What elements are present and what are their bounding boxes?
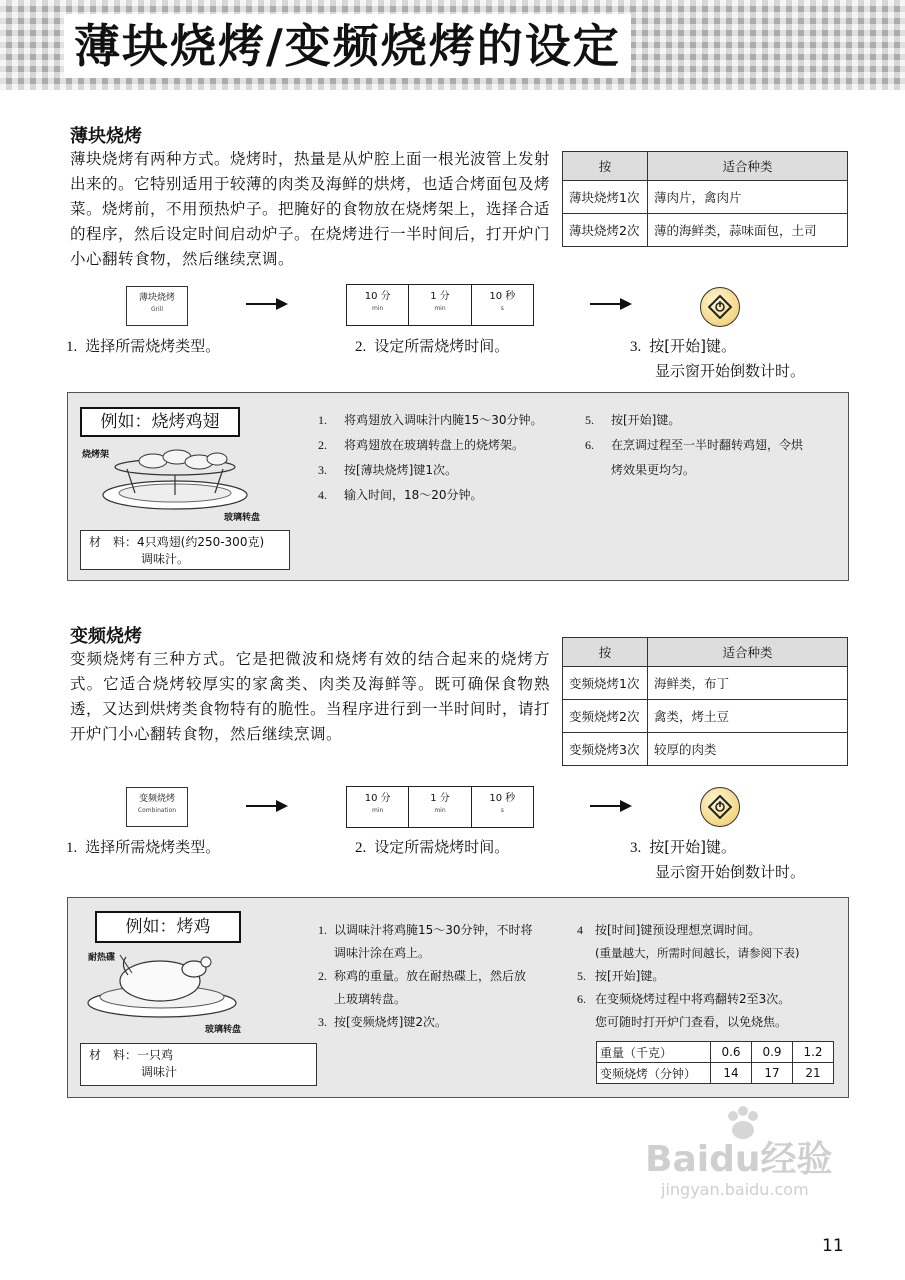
button-label: 1 分 [430, 793, 450, 804]
step-2 [355, 835, 509, 860]
instruction-text: 按[时间]键预设理想烹调时间。 [595, 923, 761, 937]
grill-description: 薄块烧烤有两种方式。烧烤时，热量是从炉腔上面一根光波管上发射出来的。它特别适用于较薄的肉类及海鲜的烘烤，也适合烤面包及烤菜。烧烤前，不用预热炉子。把腌好的食物放在烧烤架上，选择合适的程序，然后设定时间启动炉子。在烧烤进行一半时间后，打开炉门小心翻转食物，然后继续烹调。 [70, 150, 551, 268]
table-cell: 薄的海鲜类，蒜味面包，土司 [648, 214, 848, 247]
instruction-number: 5. [585, 413, 594, 427]
ten-second-button[interactable] [472, 285, 533, 325]
button-unit: min [434, 305, 446, 312]
step-text: 选择所需烧烤类型。 [85, 337, 221, 355]
combo-time-buttons [346, 786, 534, 828]
table-row [563, 181, 848, 214]
button-label: 10 分 [364, 793, 391, 804]
table-cell: 薄块烧烤1次 [563, 181, 648, 214]
button-unit: min [372, 807, 384, 814]
instruction-text: 按[薄块烧烤]键1次。 [344, 463, 457, 477]
combo-mode-button[interactable] [126, 787, 188, 827]
ten-minute-button[interactable] [347, 285, 409, 325]
watermark-url: jingyan.baidu.com [661, 1180, 809, 1199]
instruction-continuation: 上玻璃转盘。 [334, 992, 407, 1006]
instruction-continuation: 烤效果更均匀。 [611, 463, 696, 477]
one-minute-button[interactable] [409, 285, 471, 325]
start-diamond-icon [708, 295, 732, 319]
combo-materials [80, 1043, 317, 1086]
grill-mode-button[interactable] [126, 286, 188, 326]
table-cell: 1.2 [793, 1042, 834, 1063]
step-1 [66, 334, 220, 359]
instruction-item [318, 1011, 572, 1034]
materials-line: 材 料：4只鸡翅(约250-300克) [89, 535, 265, 549]
instruction-text: 将鸡翅放入调味汁内腌15～30分钟。 [344, 413, 543, 427]
instruction-item [577, 988, 845, 1011]
table-cell: 重量（千克） [597, 1042, 711, 1063]
table-header: 适合种类 [648, 152, 848, 181]
combo-instructions-right [577, 919, 845, 1034]
instruction-continuation: 您可随时打开炉门查看，以免烧焦。 [595, 1015, 788, 1029]
grill-section-title: 薄块烧烤 [70, 126, 142, 147]
step-3 [630, 835, 736, 860]
instruction-number: 6. [585, 438, 594, 452]
instruction-item [318, 919, 572, 942]
materials-line: 调味汁。 [141, 552, 190, 566]
instruction-item [585, 408, 843, 433]
table-cell: 海鲜类，布丁 [648, 667, 848, 700]
table-header: 适合种类 [648, 638, 848, 667]
instruction-number: 4. [318, 488, 327, 502]
combo-mode-label: 变频烧烤 [138, 794, 175, 804]
table-row [563, 667, 848, 700]
button-unit: min [372, 305, 384, 312]
arrow-right-icon [590, 298, 632, 310]
instruction-number: 3. [318, 463, 327, 477]
table-cell: 0.9 [752, 1042, 793, 1063]
paw-icon [723, 1106, 763, 1142]
grill-mode-sub: Grill [150, 306, 164, 313]
instruction-number: 3. [318, 1015, 327, 1029]
instruction-item [318, 483, 578, 508]
table-cell: 薄肉片，禽肉片 [648, 181, 848, 214]
step-3-line2: 显示窗开始倒数计时。 [655, 863, 806, 881]
step-1 [66, 835, 220, 860]
materials-line: 材 料：一只鸡 [89, 1048, 174, 1062]
button-label: 1 分 [430, 291, 450, 302]
arrow-right-icon [246, 298, 288, 310]
table-cell: 21 [793, 1063, 834, 1084]
instruction-text: 输入时间，18～20分钟。 [344, 488, 483, 502]
grill-types-table [562, 151, 848, 247]
step-text: 选择所需烧烤类型。 [85, 838, 221, 856]
instruction-number: 2. [318, 438, 327, 452]
grill-time-buttons [346, 284, 534, 326]
instruction-item [318, 458, 578, 483]
instruction-number: 1. [318, 413, 327, 427]
instruction-text: 按[开始]键。 [611, 413, 681, 427]
table-header: 按 [563, 152, 648, 181]
table-cell: 14 [711, 1063, 752, 1084]
table-header: 按 [563, 638, 648, 667]
button-unit: s [500, 807, 504, 814]
button-label: 10 秒 [489, 291, 516, 302]
table-row [563, 214, 848, 247]
combo-mode-sub: Combination [137, 807, 177, 814]
instruction-number: 6. [577, 992, 586, 1006]
page-title: 薄块烧烤/变频烧烤的设定 [64, 14, 631, 78]
grill-instructions-left [318, 408, 578, 508]
instruction-text: 按[变频烧烤]键2次。 [334, 1015, 447, 1029]
table-cell: 较厚的肉类 [648, 733, 848, 766]
instruction-text: 按[开始]键。 [595, 969, 665, 983]
dish-label: 耐热碟 [88, 953, 116, 963]
start-button[interactable] [700, 787, 740, 827]
step-number: 3. [630, 339, 642, 355]
grill-rack-illustration [95, 445, 255, 515]
instruction-text: 在变频烧烤过程中将鸡翻转2至3次。 [595, 992, 791, 1006]
table-cell: 变频烧烤2次 [563, 700, 648, 733]
step-number: 1. [66, 339, 78, 355]
grill-mode-label: 薄块烧烤 [138, 293, 175, 303]
roast-chicken-illustration [82, 945, 242, 1023]
combo-types-table [562, 637, 848, 766]
instruction-item [577, 965, 845, 988]
rack-label: 烧烤架 [82, 450, 110, 460]
instruction-text: 在烹调过程至一半时翻转鸡翅，令烘 [611, 438, 804, 452]
table-row [563, 700, 848, 733]
arrow-right-icon [590, 800, 632, 812]
materials-line: 调味汁 [141, 1065, 178, 1079]
turntable-label: 玻璃转盘 [205, 1025, 242, 1035]
table-cell: 0.6 [711, 1042, 752, 1063]
button-unit: s [500, 305, 504, 312]
instruction-continuation: (重量越大，所需时间越长，请参阅下表) [595, 946, 800, 960]
instruction-continuation: 调味汁涂在鸡上。 [334, 946, 431, 960]
combo-section-title: 变频烧烤 [70, 626, 142, 647]
table-cell: 薄块烧烤2次 [563, 214, 648, 247]
table-cell: 17 [752, 1063, 793, 1084]
table-row [597, 1042, 834, 1063]
table-cell: 变频烧烤3次 [563, 733, 648, 766]
table-cell: 变频烧烤（分钟） [597, 1063, 711, 1084]
instruction-number: 4 [577, 923, 583, 937]
start-diamond-icon [708, 795, 732, 819]
step-text: 按[开始]键。 [649, 337, 736, 355]
instruction-item [318, 433, 578, 458]
ten-minute-button[interactable] [347, 787, 409, 827]
instruction-number: 1. [318, 923, 327, 937]
combo-example-label: 例如：烤鸡 [95, 911, 241, 943]
step-2 [355, 334, 509, 359]
combo-instructions-left [318, 919, 572, 1034]
instruction-item [318, 408, 578, 433]
step-text: 设定所需烧烤时间。 [374, 337, 510, 355]
button-label: 10 秒 [489, 793, 516, 804]
start-button[interactable] [700, 287, 740, 327]
one-minute-button[interactable] [409, 787, 471, 827]
step-number: 1. [66, 840, 78, 856]
step-3 [630, 334, 736, 359]
step-text: 按[开始]键。 [649, 838, 736, 856]
combo-description: 变频烧烤有三种方式。它是把微波和烧烤有效的结合起来的烧烤方式。它适合烧烤较厚实的家禽类、肉类及海鲜等。既可确保食物熟透，又达到烘烤类食物特有的脆性。当程序进行到一半时间时，请打开炉门小心翻转食物，然后继续烹调。 [70, 650, 551, 743]
table-cell: 变频烧烤1次 [563, 667, 648, 700]
turntable-label: 玻璃转盘 [224, 513, 261, 523]
button-unit: min [434, 807, 446, 814]
table-row [597, 1063, 834, 1084]
step-number: 3. [630, 840, 642, 856]
instruction-number: 2. [318, 969, 327, 983]
arrow-right-icon [246, 800, 288, 812]
weight-time-table [596, 1041, 834, 1084]
button-label: 10 分 [364, 291, 391, 302]
instruction-item [585, 433, 843, 458]
watermark-brand: Baidu经验 [645, 1139, 833, 1180]
grill-materials [80, 530, 290, 570]
step-text: 设定所需烧烤时间。 [374, 838, 510, 856]
step-3-line2: 显示窗开始倒数计时。 [655, 362, 806, 380]
page-number: 11 [822, 1236, 844, 1256]
step-number: 2. [355, 840, 367, 856]
grill-example-label: 例如：烧烤鸡翅 [80, 407, 240, 437]
instruction-text: 将鸡翅放在玻璃转盘上的烧烤架。 [344, 438, 525, 452]
grill-instructions-right [585, 408, 843, 483]
table-row [563, 733, 848, 766]
instruction-item [318, 965, 572, 988]
instruction-number: 5. [577, 969, 586, 983]
baidu-watermark [645, 1140, 832, 1199]
table-cell: 禽类，烤土豆 [648, 700, 848, 733]
instruction-text: 以调味汁将鸡腌15～30分钟，不时将 [334, 923, 533, 937]
instruction-text: 称鸡的重量。放在耐热碟上，然后放 [334, 969, 527, 983]
instruction-item [577, 919, 845, 942]
ten-second-button[interactable] [472, 787, 533, 827]
step-number: 2. [355, 339, 367, 355]
